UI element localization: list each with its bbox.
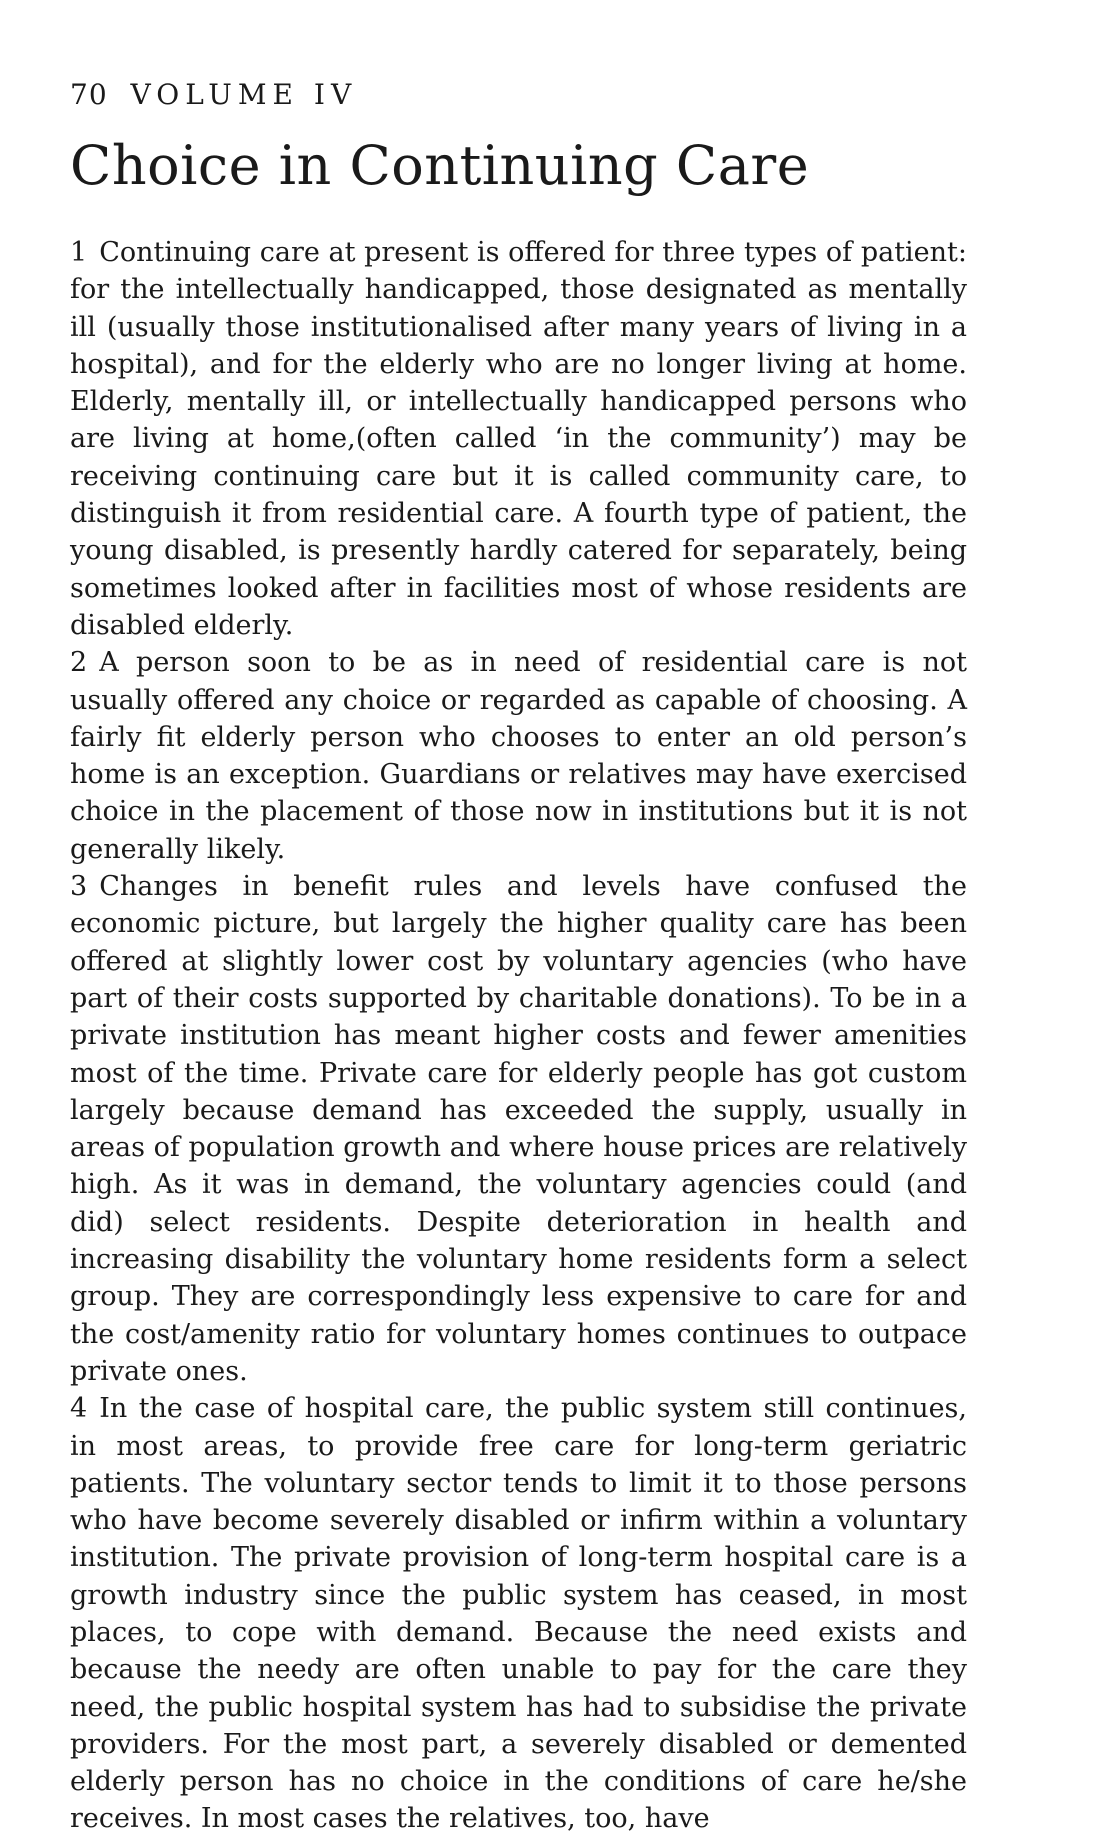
paragraph <box>70 868 967 1390</box>
paragraph <box>70 234 967 644</box>
volume-label: VOLUME IV <box>130 78 358 111</box>
paragraph-text: In the case of hospital care, the public system still continues, in most areas, to provide free care for long-term geriatric patients. The voluntary sector tends to limit it to those persons who have become severely disabled or infirm within a voluntary institution. The private provision of long-term hospital care is a growth industry since the public system has ceased, in most places, to cope with demand. Because the need exists and because the needy are often unable to pay for the care they need, the public hospital system has had to subsidise the private providers. For the most part, a severely disabled or demented elderly person has no choice in the conditions of care he/she receives. In most cases the relatives, too, have <box>70 1393 967 1835</box>
paragraph-number: 2 <box>70 647 88 679</box>
paragraph <box>70 644 967 868</box>
book-page <box>70 78 967 1838</box>
paragraph-text: Continuing care at present is offered for three types of patient: for the intellectually handicapped, those designated as mentally ill (usually those institutionalised after many years of living in a hospital), and for the elderly who are no longer living at home. Elderly, mentally ill, or intellectually handicapped persons who are living at home,(often called ‘in the community’) may be receiving continuing care but it is called community care, to distinguish it from residential care. A fourth type of patient, the young disabled, is presently hardly catered for separately, being sometimes looked after in facilities most of whose residents are disabled elderly. <box>70 237 967 641</box>
paragraph-text: Changes in benefit rules and levels have confused the economic picture, but largely the higher quality care has been offered at slightly lower cost by voluntary agencies (who have part of their costs supported by charitable donations). To be in a private institution has meant higher costs and fewer amenities most of the time. Private care for elderly people has got custom largely because demand has exceeded the supply, usually in areas of population growth and where house prices are relatively high. As it was in demand, the voluntary agencies could (and did) select residents. Despite deterioration in health and increasing disability the voluntary home residents form a select group. They are correspondingly less expensive to care for and the cost/amenity ratio for voluntary homes continues to outpace private ones. <box>70 871 967 1387</box>
paragraph-number: 1 <box>70 237 88 268</box>
chapter-title: Choice in Continuing Care <box>70 134 810 197</box>
paragraph-number: 4 <box>70 1393 88 1425</box>
body-text <box>70 234 967 1838</box>
running-head <box>70 78 967 112</box>
paragraph-text: A person soon to be as in need of residential care is not usually offered any choice or regarded as capable of choosing. A fairly fit elderly person who chooses to enter an old person’s home is an exception. Guardians or relatives may have exercised choice in the placement of those now in institutions but it is not generally likely. <box>70 647 967 865</box>
paragraph-number: 3 <box>70 871 88 903</box>
paragraph <box>70 1390 967 1838</box>
page-number: 70 <box>70 78 108 111</box>
